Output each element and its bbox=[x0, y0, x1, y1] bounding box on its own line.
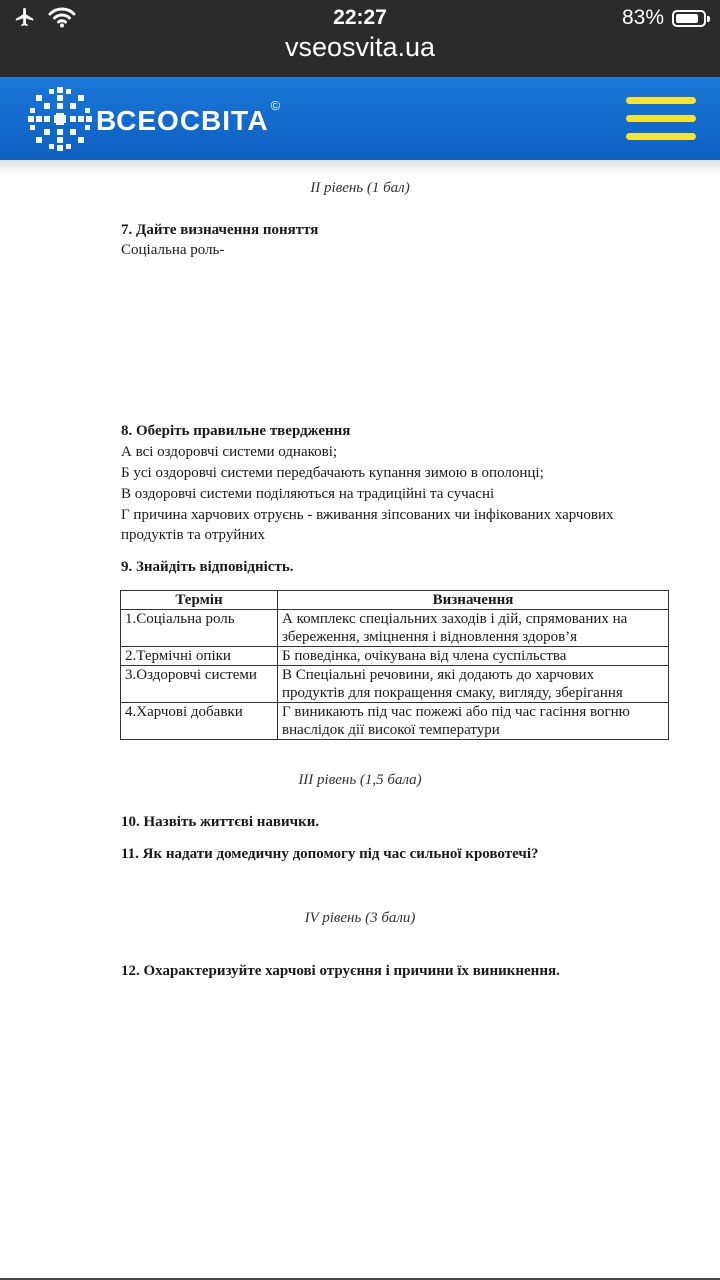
hamburger-bar-middle bbox=[626, 115, 696, 122]
header-shadow bbox=[0, 160, 720, 174]
question-9-title: 9. Знайдіть відповідність. bbox=[121, 559, 294, 575]
definition-cell bbox=[278, 610, 669, 647]
level-2-heading: ІІ рівень (1 бал) bbox=[310, 180, 410, 196]
term-cell: 2.Термічні опіки bbox=[121, 647, 278, 666]
definition-line: А комплекс спеціальних заходів і дій, спрямованих на bbox=[282, 611, 628, 627]
table-header-term: Термін bbox=[121, 591, 278, 610]
table-row bbox=[121, 666, 669, 703]
snowflake-logo-icon bbox=[24, 83, 96, 155]
question-8-title: 8. Оберіть правильне твердження bbox=[121, 423, 351, 439]
table-header-row bbox=[121, 591, 669, 610]
question-10-title: 10. Назвіть життєві навички. bbox=[121, 814, 320, 830]
battery-percentage: 83% bbox=[621, 6, 664, 29]
definition-line: Г виникають під час пожежі або під час гасіння вогню bbox=[282, 704, 630, 720]
question-11-title: 11. Як надати домедичну допомогу під час сильної кровотечі? bbox=[121, 846, 539, 862]
hamburger-bar-top bbox=[626, 97, 696, 104]
definition-cell bbox=[278, 703, 669, 740]
hamburger-bar-bottom bbox=[626, 133, 696, 140]
definition-line: В Спеціальні речовини, які додають до харчових bbox=[282, 667, 595, 683]
question-7-title: 7. Дайте визначення поняття bbox=[121, 222, 319, 238]
term-cell: 3.Оздоровчі системи bbox=[121, 666, 278, 703]
question-8-option-c: В оздоровчі системи поділяються на традиційні та сучасні bbox=[121, 486, 495, 502]
table-row bbox=[121, 647, 669, 666]
question-12-title: 12. Охарактеризуйте харчові отруєння і причини їх виникнення. bbox=[121, 963, 560, 979]
term-cell: 1.Соціальна роль bbox=[121, 610, 278, 647]
definition-line: Б поведінка, очікувана від члена суспільства bbox=[282, 648, 567, 664]
matching-table bbox=[120, 590, 669, 740]
logo-text: ВСЕОСВІТА bbox=[96, 105, 269, 136]
address-bar-url[interactable]: vseosvita.ua bbox=[284, 32, 436, 62]
battery-icon bbox=[672, 10, 706, 27]
document-page bbox=[0, 160, 720, 1278]
question-7-line: Соціальна роль- bbox=[121, 242, 225, 258]
level-3-heading: ІІІ рівень (1,5 бала) bbox=[298, 772, 422, 788]
question-8-option-a: А всі оздоровчі системи однакові; bbox=[121, 444, 338, 460]
browser-top-bar bbox=[0, 0, 720, 77]
site-logo[interactable] bbox=[24, 83, 280, 155]
definition-line: продуктів для покращення смаку, вигляду, зберігання bbox=[282, 685, 623, 701]
question-8-option-d-cont: продуктів та отруйних bbox=[121, 527, 265, 543]
definition-line: збереження, зміцнення і відновлення здоров’я bbox=[282, 629, 578, 645]
status-time: 22:27 bbox=[333, 6, 387, 29]
hamburger-menu-button[interactable] bbox=[626, 97, 696, 141]
question-8-option-b: Б усі оздоровчі системи передбачають купання зимою в ополонці; bbox=[121, 465, 544, 481]
definition-line: внаслідок дії високої температури bbox=[282, 722, 500, 738]
status-right bbox=[622, 6, 706, 30]
table-row bbox=[121, 610, 669, 647]
table-row bbox=[121, 703, 669, 740]
term-cell: 4.Харчові добавки bbox=[121, 703, 278, 740]
battery-nub bbox=[707, 16, 710, 22]
question-8-option-d: Г причина харчових отруєнь - вживання зіпсованих чи інфікованих харчових bbox=[121, 507, 614, 523]
definition-cell bbox=[278, 647, 669, 666]
definition-cell bbox=[278, 666, 669, 703]
battery-fill bbox=[676, 14, 698, 23]
level-4-heading: IV рівень (3 бали) bbox=[304, 910, 416, 926]
table-header-definition: Визначення bbox=[278, 591, 669, 610]
site-header bbox=[0, 77, 720, 160]
logo-copyright: © bbox=[270, 97, 281, 113]
